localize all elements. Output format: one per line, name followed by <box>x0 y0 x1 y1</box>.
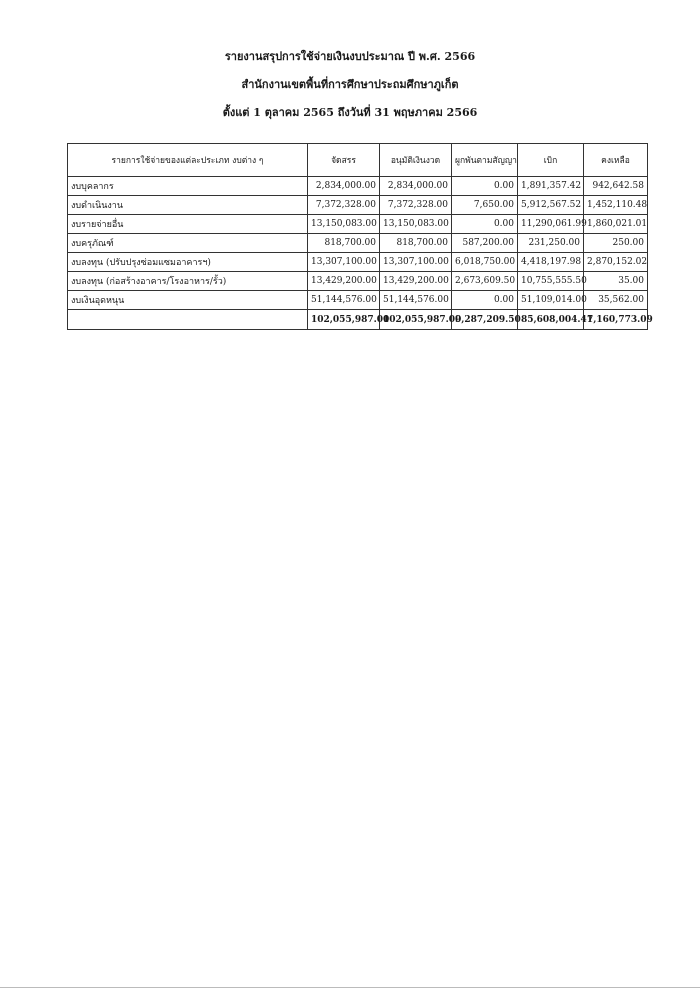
row-disbursed: 10,755,555.50 <box>518 272 584 291</box>
report-title: รายงานสรุปการใช้จ่ายเงินงบประมาณ ปี พ.ศ. 2566 <box>224 50 476 63</box>
row-allocated: 13,150,083.00 <box>308 215 380 234</box>
row-name: งบลงทุน (ก่อสร้างอาคาร/โรงอาหาร/รั้ว) <box>68 272 308 291</box>
row-disbursed: 231,250.00 <box>518 234 584 253</box>
page-bottom-divider <box>0 987 700 988</box>
column-header-allocated: จัดสรร <box>308 144 380 177</box>
row-disbursed: 1,891,357.42 <box>518 177 584 196</box>
row-disbursed: 11,290,061.99 <box>518 215 584 234</box>
row-name: งบลงทุน (ปรับปรุงซ่อมแซมอาคารฯ) <box>68 253 308 272</box>
column-header-remaining: คงเหลือ <box>584 144 648 177</box>
row-remaining: 35.00 <box>584 272 648 291</box>
table-row <box>68 291 648 310</box>
budget-summary-table <box>67 143 653 330</box>
row-remaining: 1,452,110.48 <box>584 196 648 215</box>
row-remaining: 2,870,152.02 <box>584 253 648 272</box>
row-remaining: 250.00 <box>584 234 648 253</box>
table-row <box>68 272 648 291</box>
row-remaining: 942,642.58 <box>584 177 648 196</box>
row-approved: 818,700.00 <box>380 234 452 253</box>
row-name: งบครุภัณฑ์ <box>68 234 308 253</box>
row-allocated: 2,834,000.00 <box>308 177 380 196</box>
row-approved: 7,372,328.00 <box>380 196 452 215</box>
row-name: งบเงินอุดหนุน <box>68 291 308 310</box>
report-period: ตั้งแต่ 1 ตุลาคม 2565 ถึงวันที่ 31 พฤษภาคม 2566 <box>222 106 478 119</box>
report-header <box>0 50 700 134</box>
row-disbursed: 5,912,567.52 <box>518 196 584 215</box>
row-allocated: 51,144,576.00 <box>308 291 380 310</box>
row-allocated: 13,307,100.00 <box>308 253 380 272</box>
row-committed: 0.00 <box>452 291 518 310</box>
total-remaining: 7,160,773.09 <box>584 310 648 330</box>
total-disbursed: 85,608,004.41 <box>518 310 584 330</box>
row-approved: 2,834,000.00 <box>380 177 452 196</box>
table-row <box>68 177 648 196</box>
row-approved: 13,307,100.00 <box>380 253 452 272</box>
row-approved: 13,150,083.00 <box>380 215 452 234</box>
row-remaining: 35,562.00 <box>584 291 648 310</box>
row-allocated: 818,700.00 <box>308 234 380 253</box>
row-name: งบรายจ่ายอื่น <box>68 215 308 234</box>
row-allocated: 13,429,200.00 <box>308 272 380 291</box>
column-header-approved: อนุมัติเงินงวด <box>380 144 452 177</box>
total-committed: 9,287,209.50 <box>452 310 518 330</box>
row-committed: 2,673,609.50 <box>452 272 518 291</box>
row-disbursed: 4,418,197.98 <box>518 253 584 272</box>
total-label <box>68 310 308 330</box>
row-committed: 0.00 <box>452 177 518 196</box>
total-approved: 102,055,987.00 <box>380 310 452 330</box>
column-header-committed: ผูกพันตามสัญญา <box>452 144 518 177</box>
table-row <box>68 253 648 272</box>
table-header-row <box>68 144 648 177</box>
table-row <box>68 215 648 234</box>
row-name: งบดำเนินงาน <box>68 196 308 215</box>
table-total-row <box>68 310 648 330</box>
row-committed: 6,018,750.00 <box>452 253 518 272</box>
row-approved: 51,144,576.00 <box>380 291 452 310</box>
column-header-disbursed: เบิก <box>518 144 584 177</box>
row-allocated: 7,372,328.00 <box>308 196 380 215</box>
row-committed: 7,650.00 <box>452 196 518 215</box>
column-header-item: รายการใช้จ่ายของแต่ละประเภท งบต่าง ๆ <box>68 144 308 177</box>
row-committed: 587,200.00 <box>452 234 518 253</box>
office-name: สำนักงานเขตพื้นที่การศึกษาประถมศึกษาภูเก็ต <box>241 78 459 91</box>
total-allocated: 102,055,987.00 <box>308 310 380 330</box>
row-disbursed: 51,109,014.00 <box>518 291 584 310</box>
row-name: งบบุคลากร <box>68 177 308 196</box>
table-row <box>68 234 648 253</box>
row-approved: 13,429,200.00 <box>380 272 452 291</box>
table-row <box>68 196 648 215</box>
row-committed: 0.00 <box>452 215 518 234</box>
row-remaining: 1,860,021.01 <box>584 215 648 234</box>
